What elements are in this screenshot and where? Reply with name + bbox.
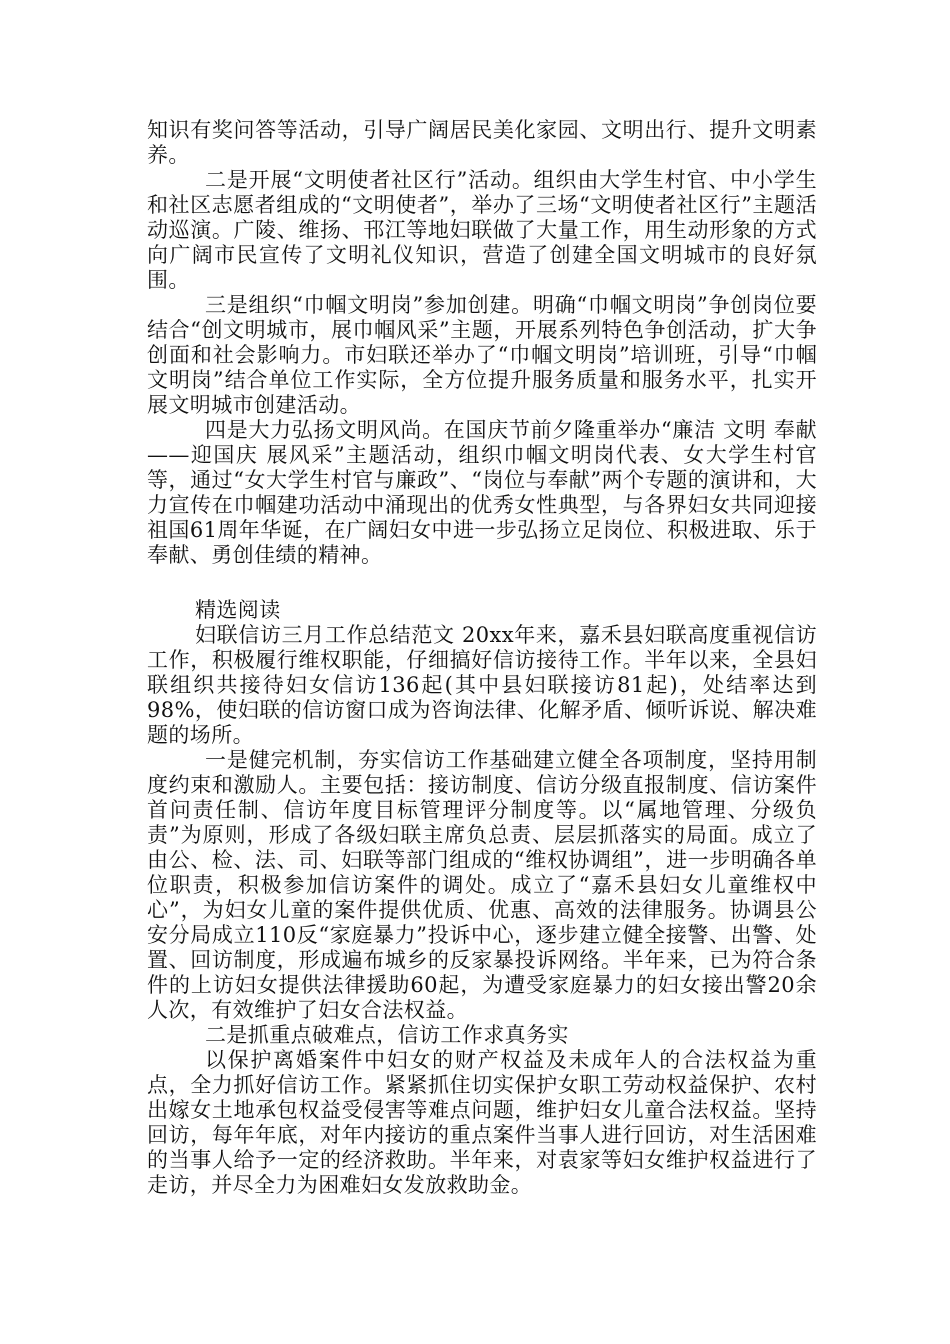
section-spacer <box>147 568 817 598</box>
section-heading: 精选阅读 <box>195 598 281 622</box>
paragraph-mechanism: 一是健完机制，夯实信访工作基础建立健全各项制度，坚持用制度约束和激励人。主要包括：接访制度、信访分级直报制度、信访案件首问责任制、信访年度目标管理评分制度等。以“属地管理、分级负责”为原则，形成了各级妇联主席负总责、层层抓落实的局面。成立了由公、检、法、司、妇联等部门组成的“维权协调组”，进一步明确各单位职责，积极参加信访案件的调处。成立了“嘉禾县妇女儿童维权中心”，为妇女儿童的案件提供优质、优惠、高效的法律服务。协调县公安分局成立110反“家庭暴力”投诉中心，逐步建立健全接警、出警、处置、回访制度，形成遍布城乡的反家暴投诉网络。半年来，已为符合条件的上访妇女提供法律援助60起，为遭受家庭暴力的妇女接出警20余人次，有效维护了妇女合法权益。 <box>147 748 817 1022</box>
paragraph-subheading-focus: 二是抓重点破难点，信访工作求真务实 <box>205 1023 569 1047</box>
paragraph-civility-envoy: 二是开展“文明使者社区行”活动。组织由大学生村官、中小学生和社区志愿者组成的“文明使者”，举办了三场“文明使者社区行”主题活动巡演。广陵、维扬、邗江等地妇联做了大量工作，用生动形象的方式向广阔市民宣传了文明礼仪知识，营造了创建全国文明城市的良好氛围。 <box>147 168 817 292</box>
paragraph-protection: 以保护离婚案件中妇女的财产权益及未成年人的合法权益为重点，全力抓好信访工作。紧紧抓住切实保护女职工劳动权益保护、农村出嫁女土地承包权益受侵害等难点问题，维护妇女儿童合法权益。坚持回访，每年年底，对年内接访的重点案件当事人进行回访，对生活困难的当事人给予一定的经济救助。半年来，对袁家等妇女维护权益进行了走访，并尽全力为困难妇女发放救助金。 <box>147 1048 817 1197</box>
paragraph-womens-post: 三是组织“巾帼文明岗”参加创建。明确“巾帼文明岗”争创岗位要结合“创文明城市，展巾帼风采”主题，开展系列特色争创活动，扩大争创面和社会影响力。市妇联还举办了“巾帼文明岗”培训班，引导“巾帼文明岗”结合单位工作实际，全方位提升服务质量和服务水平，扎实开展文明城市创建活动。 <box>147 293 817 417</box>
document-body <box>147 118 817 1198</box>
paragraph-continuation: 知识有奖问答等活动，引导广阔居民美化家园、文明出行、提升文明素养。 <box>147 118 817 167</box>
paragraph-petition-intro: 妇联信访三月工作总结范文 20xx年来，嘉禾县妇联高度重视信访工作，积极履行维权职能，仔细搞好信访接待工作。半年以来，全县妇联组织共接待妇女信访136起(其中县妇联接访81起)，处结率达到98%，使妇联的信访窗口成为咨询法律、化解矛盾、倾听诉说、解决难题的场所。 <box>147 623 817 747</box>
paragraph-civility-custom: 四是大力弘扬文明风尚。在国庆节前夕隆重举办“廉洁 文明 奉献——迎国庆 展风采”主题活动，组织巾帼文明岗代表、女大学生村官等，通过“女大学生村官与廉政”、“岗位与奉献”两个专题的演讲和，大力宣传在巾帼建功活动中涌现出的优秀女性典型，与各界妇女共同迎接祖国61周年华诞，在广阔妇女中进一步弘扬立足岗位、积极进取、乐于奉献、勇创佳绩的精神。 <box>147 418 817 567</box>
